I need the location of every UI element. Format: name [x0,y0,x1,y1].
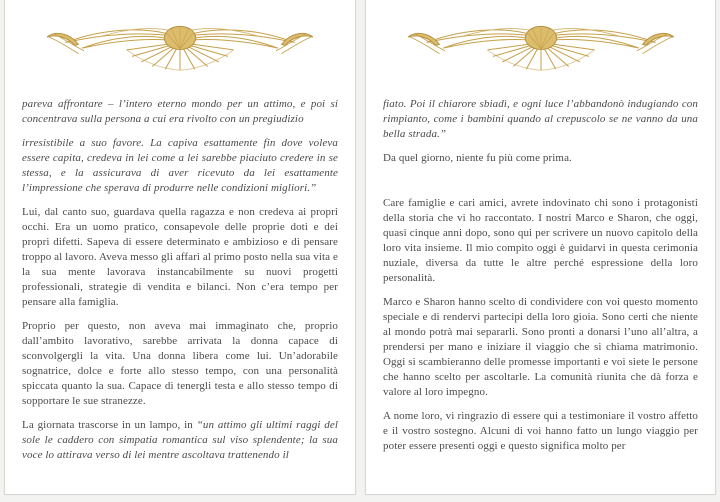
gold-flourish-ornament [22,25,338,75]
page-left [4,0,356,495]
paragraph: Lui, dal canto suo, guardava quella ragazza e non credeva ai propri occhi. Era un uomo pratico, consapevole delle proprie doti e dei propri difetti. Sapeva di essere determinato e ambizioso e di pensare troppo al lavoro. Aveva messo gli affari al primo posto nella sua vita e la sua mente lavorava instancabilmente su nuovi progetti professionali, strategie di vendita e bilanci. Non c’era tempo per pensare alla famiglia. [22,206,338,308]
paragraph: Da quel giorno, niente fu più come prima. [383,152,572,164]
page-right [365,0,716,495]
page-right-text [383,97,698,454]
page-left-text [22,97,338,463]
gold-flourish-ornament [383,25,698,75]
paragraph-lead: La giornata trascorse in un lampo, in [22,419,197,431]
paragraph-quote: “un attimo gli ultimi raggi del sole le caddero con simpatia romantica sul viso splendente; la sua voce lo attirava verso di lei mentre ascoltava trattenendo il [22,419,338,461]
paragraph: pareva affrontare – l’intero eterno mondo per un attimo, e poi si concentrava sulla persona a cui era rivolto con un pregiudizio [22,98,338,125]
paragraph: Proprio per questo, non aveva mai immaginato che, proprio dall’ambito lavorativo, sarebbe arrivata la donna capace di sconvolgergli la vita. Una donna libera come lui. Un’adorabile sognatrice, dolce e forte allo stesso tempo, con una personalità spiccata quanto la sua. Capace di tenergli testa e allo stesso tempo di sopportare le sue stranezze. [22,320,338,407]
paragraph: A nome loro, vi ringrazio di essere qui a testimoniare il vostro affetto e il vostro sostegno. Alcuni di voi hanno fatto un lungo viaggio per poter essere presenti oggi e questo significa molto per [383,410,698,452]
gold-flourish-ornament-icon [395,25,687,73]
paragraph: fiato. Poi il chiarore sbiadì, e ogni luce l’abbandonò indugiando con rimpianto, come i bambini quando al crepuscolo se ne vanno da una bella strada.” [383,98,698,140]
paragraph: Care famiglie e cari amici, avrete indovinato chi sono i protagonisti della storia che vi ho raccontato. I nostri Marco e Sharon, che oggi, quasi cinque anni dopo, sono qui per scrivere un nuovo capitolo della loro vita insieme. Il mio compito oggi è guidarvi in questa cerimonia nuziale, diversa da tutte le altre perché espressione della loro personalità. [383,197,698,284]
paragraph [22,418,338,463]
paragraph: Marco e Sharon hanno scelto di condividere con voi questo momento speciale e di rendervi partecipi della loro gioia. Sono certi che niente al mondo potrà mai separarli. Sono pronti a donarsi l’uno all’altra, a prendersi per mano e iniziare il viaggio che si chiama matrimonio. Oggi si scambieranno delle promesse importanti e voi siete le persone che hanno scelto per ascoltarle. La comunità riunita che dà forza e valore al loro impegno. [383,296,698,398]
gold-flourish-ornament-icon [34,25,326,73]
paragraph: irresistibile a suo favore. La capiva esattamente fin dove voleva essere capita, credeva in lei come a lei sarebbe piaciuto credere in se stessa, e la assicurava di aver ricevuto da lei esattamente l’impressione che sperava di produrre nelle condizioni migliori.” [22,137,338,194]
